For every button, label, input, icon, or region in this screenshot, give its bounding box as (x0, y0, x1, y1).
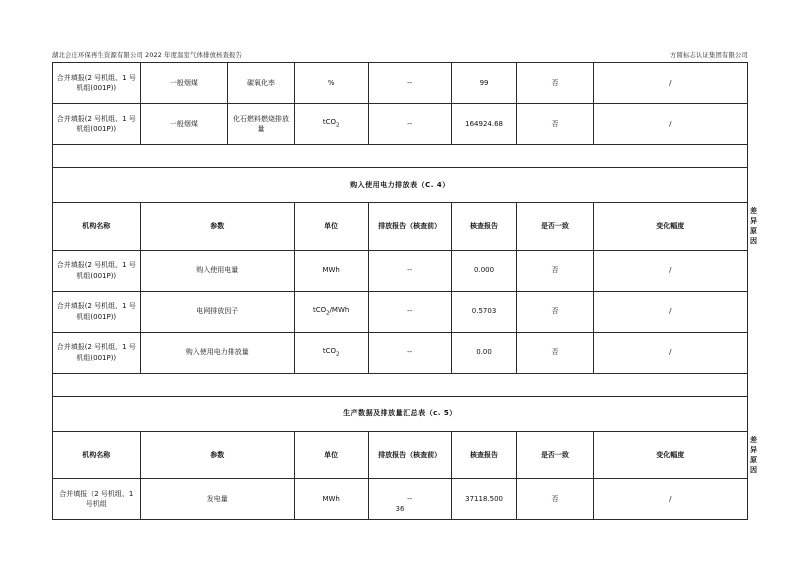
cell-unit: tCO$_2$ (294, 332, 368, 373)
cell-consistent: 否 (517, 291, 593, 332)
section-title-row (53, 396, 748, 431)
cell-consistent: 否 (517, 479, 593, 520)
section-title: 生产数据及排放量汇总表（c. 5） (53, 396, 748, 431)
cell-consistent: 否 (517, 250, 593, 291)
cell-before: -- (368, 291, 451, 332)
table-spacer-row (53, 373, 748, 396)
cell-before: -- (368, 104, 451, 145)
cell-consistent: 否 (517, 332, 593, 373)
table-header-row (53, 431, 748, 479)
cell-verify: 37118.500 (451, 479, 516, 520)
cell-param: 化石燃料燃烧排放量 (228, 104, 295, 145)
cell-unit: % (294, 63, 368, 104)
cell-name: 合并填报（2 号机组、1 号机组 (53, 479, 141, 520)
cell-param: 发电量 (140, 479, 294, 520)
col-header-name: 机构名称 (53, 203, 141, 251)
table-row (53, 479, 748, 520)
col-header-unit: 单位 (294, 203, 368, 251)
cell-change: / (593, 479, 747, 520)
section-title-row (53, 168, 748, 203)
cell-param: 碳氧化率 (228, 63, 295, 104)
cell-unit: MWh (294, 250, 368, 291)
spacer-cell (53, 145, 748, 168)
emission-table (52, 62, 757, 520)
cell-param: 购入使用电量 (140, 250, 294, 291)
col-header-param: 参数 (140, 431, 294, 479)
col-header-report-before: 排放报告（核查前） (368, 431, 451, 479)
table-row (53, 104, 748, 145)
table-row (53, 63, 748, 104)
col-header-change: 变化幅度 (593, 203, 747, 251)
cell-change: / (593, 291, 747, 332)
cell-consistent: 否 (517, 63, 593, 104)
table-row (53, 332, 748, 373)
col-header-verify: 核查报告 (451, 203, 516, 251)
table-header-row (53, 203, 748, 251)
table-row (53, 250, 748, 291)
cell-name: 合并填报(2 号机组、1 号机组(001P)) (53, 250, 141, 291)
page-header (52, 50, 748, 59)
cell-name: 合并填报(2 号机组、1 号机组(001P)) (53, 291, 141, 332)
cell-unit: MWh (294, 479, 368, 520)
section-title: 购入使用电力排放表（C. 4） (53, 168, 748, 203)
col-header-param: 参数 (140, 203, 294, 251)
col-header-consistent: 是否一致 (517, 431, 593, 479)
cell-before: -- (368, 63, 451, 104)
col-header-unit: 单位 (294, 431, 368, 479)
cell-verify: 0.00 (451, 332, 516, 373)
cell-before: -- (368, 479, 451, 520)
cell-change: / (593, 104, 747, 145)
cell-consistent: 否 (517, 104, 593, 145)
cell-name: 合并填报(2 号机组、1 号机组(001P)) (53, 63, 141, 104)
cell-verify: 99 (451, 63, 516, 104)
cell-change: / (593, 332, 747, 373)
cell-verify: 0.5703 (451, 291, 516, 332)
cell-verify: 164924.68 (451, 104, 516, 145)
spacer-cell (53, 373, 748, 396)
cell-fuel: 一般烟煤 (140, 63, 228, 104)
cell-unit: tCO$_2$/MWh (294, 291, 368, 332)
col-header-change: 变化幅度 (593, 431, 747, 479)
table-row (53, 291, 748, 332)
col-header-report-before: 排放报告（核查前） (368, 203, 451, 251)
table-spacer-row (53, 145, 748, 168)
cell-change: / (593, 250, 747, 291)
col-header-consistent: 是否一致 (517, 203, 593, 251)
header-left-text: 湖北会庄环保再生资源有限公司 2022 年度温室气体排放核查报告 (52, 52, 243, 59)
cell-param: 购入使用电力排放量 (140, 332, 294, 373)
header-right-text: 方圆标志认证集团有限公司 (670, 52, 748, 59)
page-number: 36 (395, 505, 405, 513)
cell-before: -- (368, 332, 451, 373)
cell-name: 合并填报(2 号机组、1 号机组(001P)) (53, 332, 141, 373)
document-content (52, 62, 757, 520)
cell-change: / (593, 63, 747, 104)
cell-param: 电网排放因子 (140, 291, 294, 332)
cell-before: -- (368, 250, 451, 291)
col-header-verify: 核查报告 (451, 431, 516, 479)
cell-unit: tCO$_2$ (294, 104, 368, 145)
cell-name: 合并填报(2 号机组、1 号机组(001P)) (53, 104, 141, 145)
cell-verify: 0.000 (451, 250, 516, 291)
col-header-name: 机构名称 (53, 431, 141, 479)
cell-fuel: 一般烟煤 (140, 104, 228, 145)
